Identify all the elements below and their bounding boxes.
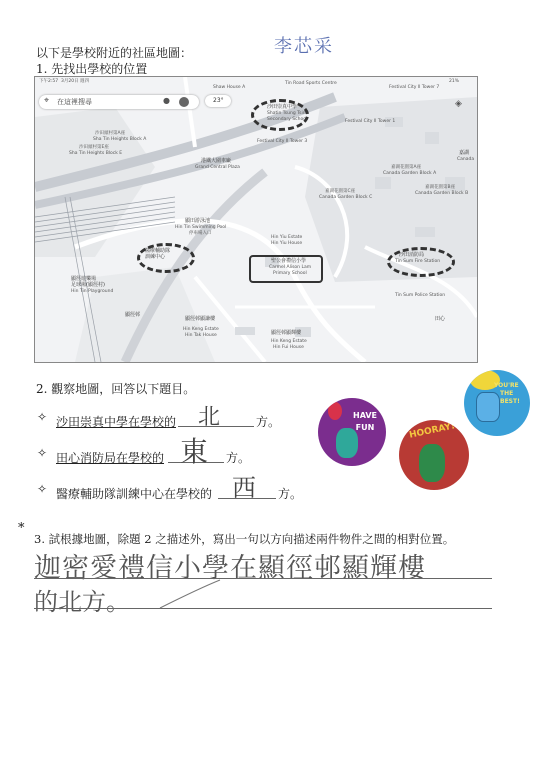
map-status-date: 3月20日 週四 [61,79,90,84]
location-pin-icon: ⌖ [44,96,50,106]
label-hin-keng-estate: 顯徑邨 [125,312,141,318]
mcd-west-ring [137,243,195,273]
q2-answer-2: 東 [180,435,209,468]
weather-chip [205,95,231,107]
school-north-ring [251,99,309,131]
label-canada-a: Canada Garden Block A [383,171,437,176]
label-canada-a-zh: 嘉湖花園第A座 [391,165,422,170]
question-1: 1. 先找出學校的位置 [36,62,148,76]
label-right-zh: 嘉湖 [459,150,470,156]
label-canada-b: Canada Garden Block B [415,191,469,196]
map-search-input[interactable]: 在這裡搜尋 [57,98,92,106]
label-pool: Hin Tin Swimming Pool [175,225,227,230]
target-school-box [249,255,323,283]
community-map [34,76,478,363]
q2-answer-1: 北 [198,405,221,430]
best-text-3: BEST! [500,398,520,405]
label-school-zh: 沙田崇真中學 [267,104,298,110]
label-target-school-en1: Carmel Alison Lam [269,265,312,270]
label-police: Tin Sum Police Station [395,293,446,298]
label-mcd-zh2: 訓練中心 [145,254,166,260]
label-school-en1: Shatin Tsung Tsin [267,111,306,116]
label-hin-fui1: Hin Keng Estate [271,339,307,344]
map-temp: 23° [213,97,224,104]
label-festival-tower1: Festival City II Tower 1 [345,119,396,124]
q2-suffix-2: 方。 [226,451,251,465]
label-playground: Hin Tin Playground [71,289,114,294]
label-hin-yiu-house: Hin Yiu House [271,241,303,246]
student-name: 李芯采 [274,36,334,57]
label-hin-keng-zh: 顯徑邨顯謙樓 [185,316,216,322]
intro-text: 以下是學校附近的社區地圖： [36,46,193,60]
map-search-bar[interactable] [39,95,199,109]
question-2: 2. 觀察地圖，回答以下題目。 [36,382,196,396]
label-school-en2: Secondary School [267,117,308,122]
label-shatin-a-zh: 沙田頭村第A座 [95,131,126,136]
label-mcd-zh: 醫療輔助隊 [145,248,171,254]
best-text-1: YOU'RE [494,382,519,389]
best-text-2: THE [500,390,514,397]
q2-bullet-1: ✧ [37,410,48,424]
label-pool-zh: 顯田游泳池 [185,218,211,224]
label-rail-depot: 港鐵大圍車廠 [201,158,232,164]
label-hin-keng: Hin Keng Estate [183,327,219,332]
question-3-star: * [18,521,25,536]
label-fire-station: Tin Sum Fire Station [395,259,441,264]
label-tin-sum: 田心 [435,316,446,322]
map-status-time: 下午2:57 [39,79,59,84]
label-right-en: Canada [457,157,475,162]
hooray-sticker [399,420,469,490]
label-hin-fui-zh: 顯徑邨顯輝樓 [271,330,302,336]
question-3: 3. 試根據地圖，除題 2 之描述外，寫出一句以方向描述兩件物件之間的相對位置。 [34,532,455,546]
label-hin-yiu: Hin Yiu Estate [271,235,303,240]
hooray-text: HOORAY! [408,421,457,441]
label-festival-tower7: Festival City II Tower 7 [389,85,440,90]
q3-answer-line-2: 的北方。 [34,588,130,616]
have-fun-sticker [318,398,386,466]
label-shaw-house: Shaw House A [213,85,246,90]
q2-answer-3: 西 [232,474,256,502]
q3-answer-line-1: 迦密愛禮信小學在顯徑邨顯輝樓 [34,553,426,584]
fire-station-east-ring [387,247,455,277]
q2-suffix-1: 方。 [256,415,281,429]
handwritten-stroke [150,578,230,618]
label-playground-zh2: 足球場(顯徑村) [71,282,105,288]
map-battery: 21% [449,79,460,84]
q2-bullet-2: ✧ [37,446,48,460]
q2-prompt-3: 醫療輔助隊訓練中心在學校的 [56,487,213,501]
q3-writing-line-1 [34,578,492,579]
label-shatin-a: Sha Tin Heights Block A [93,137,147,142]
label-canada-c-zh: 嘉湖花園第C座 [325,189,356,194]
label-shatin-e-zh: 沙田頭村第E座 [79,145,109,150]
have-fun-text: HAVE FUN [353,411,377,432]
label-carpark: 停車場入口 [189,231,212,236]
label-target-school-zh: 聖公會禮信小學 [271,258,307,264]
q2-prompt-2: 田心消防局在學校的 [56,451,165,465]
layers-icon[interactable]: ◈ [455,99,462,109]
label-shatin-e: Sha Tin Heights Block E [69,151,123,156]
label-festival-tower3: Festival City II Tower 3 [257,139,308,144]
q3-writing-line-2 [34,608,492,609]
label-grand-central: Grand Central Plaza [195,165,240,170]
label-target-school-en2: Primary School [273,271,307,276]
label-sports-centre: Tin Road Sports Centre [285,81,337,86]
label-hin-fui2: Hin Fui House [273,345,304,350]
q2-suffix-3: 方。 [278,487,303,501]
label-hin-tak: Hin Tak House [185,333,217,338]
label-fire-station-zh: 沙田消防局 [399,252,425,258]
q2-bullet-3: ✧ [37,482,48,496]
avatar[interactable] [179,97,189,107]
label-canada-b-zh: 嘉湖花園第B座 [425,185,456,190]
q2-prompt-1: 沙田崇真中學在學校的 [56,415,177,429]
microphone-icon[interactable]: ● [163,96,170,105]
label-playground-zh: 顯徑遊樂場 [71,276,97,282]
youre-the-best-sticker [464,370,530,436]
label-canada-c: Canada Garden Block C [319,195,373,200]
